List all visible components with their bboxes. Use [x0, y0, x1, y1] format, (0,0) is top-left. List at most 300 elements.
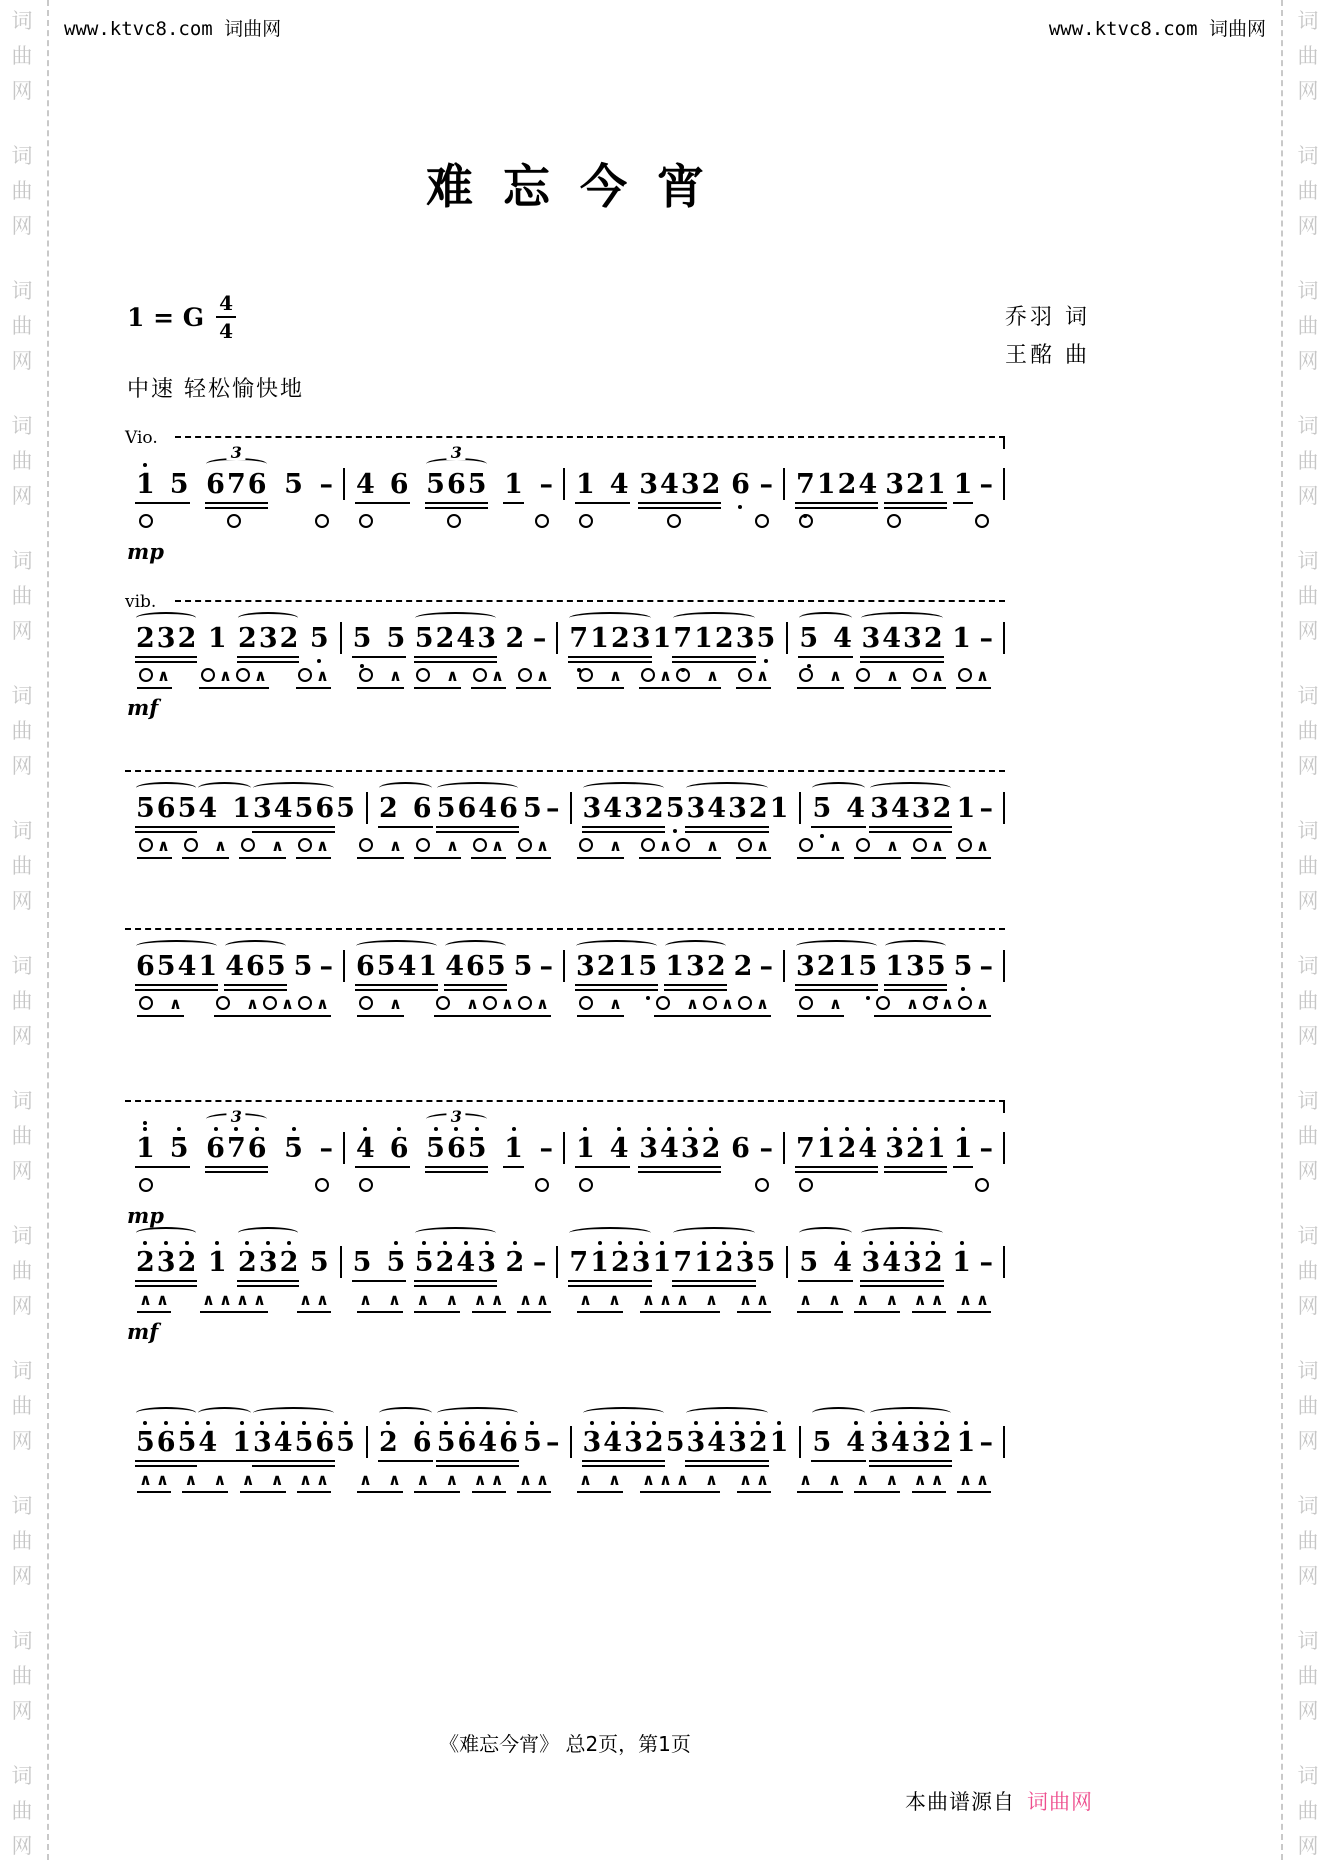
beam-underline: [664, 984, 726, 986]
beam-underline: [135, 826, 197, 828]
beam-underline: [237, 1280, 299, 1282]
accent-caret-icon: ∧: [253, 1290, 266, 1309]
note-group: [283, 470, 304, 500]
measure: [345, 1107, 563, 1164]
octave-dot-above: [598, 1241, 602, 1245]
rest-dash: –: [539, 951, 553, 982]
note-digit: 4: [832, 1248, 853, 1278]
note-group: [135, 624, 197, 654]
note-digit: 5: [665, 1427, 685, 1458]
slur-arc: [686, 1407, 767, 1419]
beam-underline: [798, 656, 853, 658]
note-digit: 3: [884, 1134, 905, 1164]
note-group: [795, 470, 878, 500]
articulation-measure: [345, 996, 563, 1017]
bowing-end-hook: [1003, 1100, 1005, 1113]
beam-underline: [378, 1460, 433, 1462]
note-digit: 3: [582, 1428, 603, 1458]
articulation-measure: [345, 1178, 563, 1197]
side-watermark-char: 词: [11, 279, 33, 303]
measure: [125, 624, 340, 654]
beam-underline: [869, 1465, 952, 1467]
beam-underline: [135, 502, 190, 504]
note-digit: 1: [694, 623, 713, 654]
octave-dot-above: [422, 1241, 426, 1245]
octave-dot-above: [287, 1241, 291, 1245]
side-watermark-char: 词: [1297, 279, 1319, 303]
left-watermark-column: [0, 4, 44, 1860]
open-string-circle-icon: [579, 838, 593, 852]
octave-dot-above: [485, 1241, 489, 1245]
note-digit: 5: [293, 951, 313, 982]
beam-underline: [197, 1460, 252, 1462]
note-digit: 5: [283, 1134, 304, 1164]
measure: [345, 443, 563, 500]
note-group: [283, 1134, 304, 1164]
beam-underline: [503, 502, 524, 504]
slur-arc: [665, 940, 725, 952]
bowing-extent-dashed-line: [175, 436, 1005, 438]
accent-caret-icon: ∧: [609, 994, 622, 1013]
music-line-3: [125, 762, 1005, 859]
beam-underline: [205, 507, 267, 509]
open-string-circle-icon: [473, 668, 487, 682]
note-digit: 2: [905, 1134, 926, 1164]
note-group: [207, 624, 228, 654]
side-watermark-char: 网: [1297, 1294, 1319, 1318]
accent-caret-icon: ∧: [491, 836, 504, 855]
octave-dot-above: [960, 1241, 964, 1245]
note-digit: 3: [258, 1248, 279, 1278]
articulation-measure: [565, 1292, 783, 1313]
accent-caret-icon: ∧: [270, 1470, 284, 1489]
side-watermark-char: 网: [11, 754, 33, 778]
rest-dash: –: [979, 1133, 993, 1164]
open-string-circle-icon: [518, 996, 532, 1010]
accent-caret-icon: ∧: [281, 994, 294, 1013]
note-digit: 2: [701, 1134, 722, 1164]
note-digit: 7: [796, 1133, 815, 1164]
slur-arc: [861, 612, 942, 624]
articulation-group: [874, 996, 991, 1017]
note-digit: 6: [412, 1428, 433, 1458]
accent-caret-icon: ∧: [931, 836, 944, 855]
accent-caret-icon: ∧: [416, 1290, 430, 1309]
rest-dash: –: [545, 793, 560, 824]
beam-underline: [414, 661, 497, 663]
note-group: [425, 1107, 487, 1164]
articulation-measure: [785, 996, 1003, 1017]
note-digit: 6: [314, 1428, 335, 1458]
note-digit: 1: [951, 1248, 972, 1278]
octave-dot-above: [143, 1121, 147, 1125]
measure: [558, 624, 786, 654]
slur-arc: [136, 1407, 196, 1419]
accent-caret-icon: ∧: [828, 1290, 841, 1309]
note-digit: 5: [467, 1134, 488, 1164]
note-digit: 1: [816, 469, 836, 500]
dynamic-marking: mp: [127, 1203, 164, 1228]
note-group: [685, 1428, 768, 1458]
accent-caret-icon: ∧: [536, 994, 549, 1013]
note-group: [135, 1248, 197, 1278]
open-string-circle-icon: [799, 1178, 813, 1192]
note-group: [135, 470, 190, 500]
note-digit: 2: [706, 951, 726, 982]
bowing-extent-dashed-line: [175, 600, 1005, 602]
beam-underline: [795, 1166, 878, 1168]
side-watermark-char: 曲: [1297, 989, 1319, 1013]
bowing-indication-row: [125, 920, 1005, 942]
note-digit: 5: [665, 794, 686, 824]
articulation-measure: [785, 668, 1003, 689]
note-group: [513, 952, 534, 982]
measure: [785, 1134, 1003, 1164]
open-string-circle-icon: [913, 838, 927, 852]
side-watermark-char: 网: [1297, 484, 1319, 508]
note-group: [425, 443, 487, 500]
measure: [788, 1248, 1003, 1278]
slur-arc: [238, 1227, 298, 1239]
note-digit: 1: [816, 1134, 837, 1164]
articulation-group: [296, 838, 331, 859]
accent-caret-icon: ∧: [856, 1290, 870, 1309]
note-digit: 1: [589, 1248, 610, 1278]
beam-underline: [444, 984, 506, 986]
side-watermark-char: 曲: [1297, 1799, 1319, 1823]
beam-underline: [205, 502, 267, 504]
left-margin-dashed-line: [47, 0, 49, 1860]
accent-caret-icon: ∧: [466, 994, 479, 1013]
accent-caret-icon: ∧: [536, 666, 549, 685]
note-group: [352, 624, 407, 654]
accent-caret-icon: ∧: [236, 1290, 249, 1309]
open-string-circle-icon: [473, 838, 487, 852]
octave-dot-above: [344, 1421, 348, 1425]
open-string-circle-icon: [416, 838, 430, 852]
note-digit: 3: [870, 793, 889, 824]
note-group: [652, 1248, 673, 1278]
note-digit: 6: [136, 951, 155, 982]
note-digit: 5: [135, 1428, 156, 1458]
note-digit: 1: [418, 951, 438, 982]
side-watermark-char: 网: [11, 214, 33, 238]
note-group: [860, 624, 943, 654]
note-digit: 1: [952, 623, 971, 654]
side-watermark-char: 曲: [1297, 1124, 1319, 1148]
octave-dot-above: [260, 1421, 264, 1425]
octave-dot-above: [240, 1421, 244, 1425]
articulation-group: [137, 1472, 171, 1493]
note-group: [953, 952, 974, 982]
note-digit: 6: [247, 469, 267, 500]
note-group: [956, 794, 977, 824]
side-watermark-char: 网: [11, 619, 33, 643]
articulation-group: [797, 1178, 815, 1197]
side-watermark-char: 网: [1297, 889, 1319, 913]
octave-dot-above: [143, 1241, 147, 1245]
note-group: [664, 952, 726, 982]
beam-underline: [425, 502, 487, 504]
articulation-group: [737, 1472, 771, 1493]
articulation-measure: [565, 1472, 783, 1493]
note-digit: 1: [590, 623, 609, 654]
bar-line: [1003, 1426, 1005, 1458]
note-digit: 3: [911, 793, 931, 824]
beam-underline: [425, 507, 487, 509]
note-group: [444, 952, 506, 982]
side-watermark-char: 曲: [11, 989, 33, 1013]
accent-caret-icon: ∧: [886, 666, 899, 685]
articulation-row: [125, 996, 1005, 1017]
slur-arc: [379, 1407, 432, 1419]
octave-dot-below: [807, 664, 811, 668]
octave-dot-above: [143, 1421, 147, 1425]
note-digit: 2: [701, 469, 721, 500]
beam-underline: [795, 984, 878, 986]
note-digit: 5: [266, 951, 286, 982]
note-group: [252, 794, 335, 824]
octave-dot-above: [743, 1241, 747, 1245]
note-digit: 1: [207, 1248, 228, 1278]
note-digit: 3: [735, 1248, 756, 1278]
beam-underline: [355, 984, 438, 986]
octave-dot-above: [854, 1421, 858, 1425]
articulation-measure: [565, 514, 783, 533]
note-digit: 3: [796, 951, 815, 982]
measure: [565, 1134, 783, 1164]
beam-underline: [884, 502, 946, 504]
slur-arc: [136, 782, 196, 794]
note-group: [733, 952, 754, 982]
note-digit: 4: [455, 1248, 476, 1278]
accent-caret-icon: ∧: [642, 1290, 655, 1309]
octave-dot-above: [164, 1241, 168, 1245]
side-watermark-char: 网: [11, 1564, 33, 1588]
accent-caret-icon: ∧: [535, 1470, 549, 1489]
note-digit: 2: [837, 1134, 858, 1164]
octave-dot-above: [486, 1421, 490, 1425]
articulation-group: [137, 668, 172, 689]
articulation-group: [957, 1292, 991, 1313]
side-watermark-char: 网: [1297, 754, 1319, 778]
note-digit: 2: [435, 1248, 456, 1278]
accent-caret-icon: ∧: [885, 1470, 899, 1489]
side-watermark-char: 网: [11, 349, 33, 373]
side-watermark-char: 网: [11, 1429, 33, 1453]
note-digit: 5: [386, 623, 406, 654]
note-digit: 4: [845, 1428, 866, 1458]
note-digit: 1: [231, 1428, 252, 1458]
source-site-link[interactable]: 词曲网: [1027, 1790, 1093, 1814]
slur-arc: [415, 612, 496, 624]
octave-dot-above: [363, 1127, 367, 1131]
accent-caret-icon: ∧: [799, 1470, 812, 1489]
beam-underline: [252, 826, 335, 828]
side-watermark-char: 曲: [11, 1394, 33, 1418]
beam-underline: [205, 1171, 267, 1173]
note-group: [135, 952, 218, 982]
note-digit: 2: [505, 1248, 526, 1278]
open-string-circle-icon: [958, 838, 972, 852]
note-digit: 5: [953, 952, 974, 982]
notes-row: [125, 942, 1005, 982]
side-watermark-char: 网: [11, 1024, 33, 1048]
note-digit: 4: [609, 1134, 630, 1164]
octave-dot-above: [386, 1421, 390, 1425]
articulation-group: [357, 1292, 403, 1313]
octave-dot-above: [934, 1127, 938, 1131]
note-group: [355, 952, 438, 982]
note-group: [205, 1107, 267, 1164]
articulation-group: [182, 838, 229, 859]
beam-underline: [664, 989, 726, 991]
articulation-measure: [565, 996, 783, 1017]
articulation-measure: [125, 668, 343, 689]
triplet-mark: 3: [227, 1110, 246, 1124]
note-digit: 5: [486, 951, 506, 982]
articulation-measure: [785, 1292, 1003, 1313]
note-digit: 7: [569, 1247, 589, 1278]
note-digit: 1: [665, 951, 685, 982]
articulation-group: [911, 668, 946, 689]
beam-underline: [197, 826, 252, 828]
accent-caret-icon: ∧: [829, 666, 842, 685]
beam-underline: [860, 661, 943, 663]
accent-caret-icon: ∧: [473, 1470, 487, 1489]
octave-dot-above: [454, 1127, 458, 1131]
tempo-marking: 中速 轻松愉快地: [127, 377, 304, 402]
note-digit: 6: [205, 1134, 226, 1164]
articulation-barline-spacer: [1003, 996, 1005, 1017]
beam-underline: [685, 1465, 768, 1467]
note-digit: 2: [714, 1248, 735, 1278]
articulation-group: [639, 668, 721, 689]
note-digit: 2: [923, 623, 943, 654]
articulation-group: [737, 1292, 771, 1313]
octave-dot-below: [577, 668, 581, 672]
articulation-measure: [565, 668, 783, 689]
articulation-measure: [125, 1472, 343, 1493]
measure: [345, 952, 563, 982]
note-digit: 5: [467, 469, 487, 500]
accent-caret-icon: ∧: [608, 1470, 621, 1489]
header-watermark-right: www.ktvc8.com 词曲网: [1048, 18, 1266, 40]
beam-underline: [953, 502, 974, 504]
slur-arc: [812, 782, 865, 794]
accent-caret-icon: ∧: [976, 836, 989, 855]
lyricist-credit: 乔羽 词: [1005, 305, 1090, 330]
note-digit: 1: [575, 1134, 596, 1164]
side-watermark-char: 词: [11, 954, 33, 978]
note-digit: 2: [279, 1248, 300, 1278]
note-digit: 3: [639, 469, 659, 500]
note-group: [309, 1248, 330, 1278]
side-watermark-char: 词: [11, 1629, 33, 1653]
articulation-group: [471, 668, 506, 689]
open-string-circle-icon: [856, 838, 870, 852]
articulation-measure: [785, 514, 1003, 533]
note-digit: 3: [576, 951, 595, 982]
octave-dot-above: [583, 1127, 587, 1131]
note-group: [205, 443, 267, 500]
side-watermark-char: 词: [11, 9, 33, 33]
beam-underline: [135, 831, 197, 833]
side-watermark-char: 曲: [11, 449, 33, 473]
side-watermark-char: 网: [1297, 1024, 1319, 1048]
note-group: [638, 470, 721, 500]
right-margin-dashed-line: [1281, 0, 1283, 1860]
articulation-barline-spacer: [1003, 1292, 1005, 1313]
octave-dot-above: [694, 1421, 698, 1425]
note-group: [224, 952, 286, 982]
rest-dash: –: [539, 469, 553, 500]
open-string-circle-icon: [641, 838, 655, 852]
note-digit: 1: [953, 1134, 974, 1164]
articulation-group: [577, 514, 595, 533]
note-digit: 5: [522, 1428, 543, 1458]
octave-dot-above: [292, 1127, 296, 1131]
note-group: [575, 1134, 630, 1164]
accent-caret-icon: ∧: [856, 1470, 870, 1489]
rest-dash: –: [319, 951, 333, 982]
octave-dot-above: [464, 1241, 468, 1245]
accent-caret-icon: ∧: [642, 1470, 655, 1489]
octave-dot-above: [715, 1421, 719, 1425]
note-group: [335, 794, 356, 824]
notes-row: [125, 784, 1005, 824]
note-group: [798, 624, 853, 654]
articulation-group: [357, 1178, 375, 1197]
articulation-group: [753, 514, 771, 533]
octave-dot-above: [964, 1421, 968, 1425]
side-watermark-char: 曲: [11, 719, 33, 743]
measure: [565, 470, 783, 500]
note-group: [582, 1428, 665, 1458]
note-digit: 5: [436, 1428, 457, 1458]
accent-caret-icon: ∧: [156, 1470, 169, 1489]
note-digit: 5: [335, 1428, 356, 1458]
note-digit: 1: [232, 793, 251, 824]
note-digit: 4: [456, 623, 476, 654]
measure: [572, 1428, 800, 1458]
accent-caret-icon: ∧: [445, 1290, 459, 1309]
beam-underline: [414, 1285, 497, 1287]
side-watermark-char: 曲: [1297, 449, 1319, 473]
articulation-barline-spacer: [1003, 838, 1005, 859]
side-watermark-char: 曲: [1297, 1259, 1319, 1283]
note-group: [869, 794, 952, 824]
articulation-group: [214, 996, 331, 1017]
open-string-circle-icon: [579, 996, 593, 1010]
open-string-circle-icon: [738, 996, 752, 1010]
beam-underline: [135, 1460, 197, 1462]
notation-area: [125, 0, 1005, 1860]
open-string-circle-icon: [139, 668, 153, 682]
side-watermark-char: 曲: [1297, 584, 1319, 608]
accent-caret-icon: ∧: [659, 1290, 672, 1309]
articulation-group: [956, 838, 991, 859]
music-line-4: [125, 920, 1005, 1017]
note-digit: 5: [336, 793, 355, 824]
octave-dot-above: [590, 1421, 594, 1425]
beam-underline: [638, 1166, 721, 1168]
note-digit: 3: [476, 1248, 497, 1278]
octave-dot-below: [764, 659, 768, 663]
note-digit: 4: [707, 793, 727, 824]
note-digit: 2: [837, 469, 857, 500]
side-watermark-char: 网: [1297, 214, 1319, 238]
